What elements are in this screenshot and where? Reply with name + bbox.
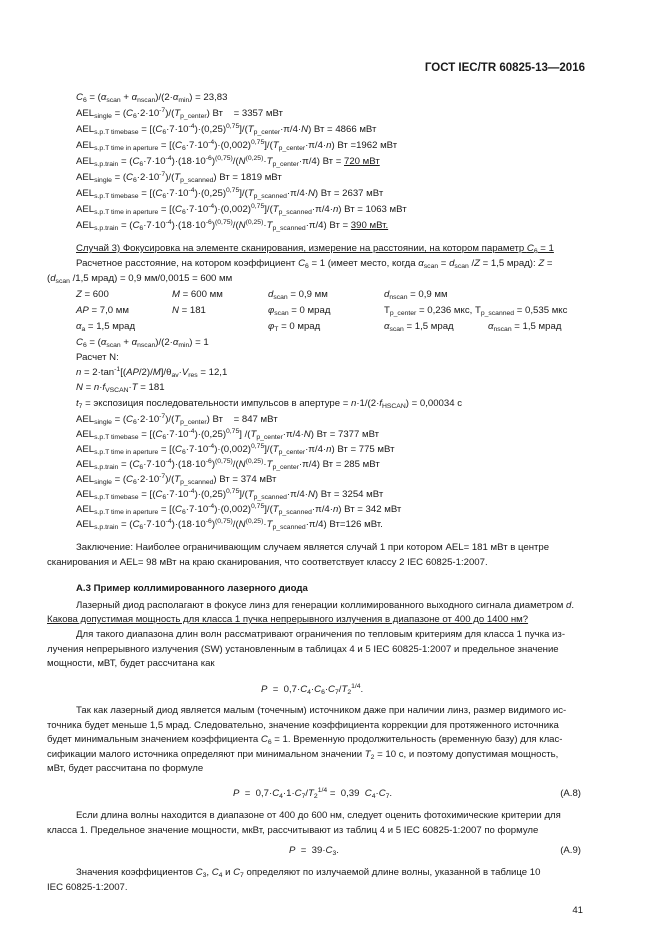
doc-header: ГОСТ IEC/TR 60825-13—2016 bbox=[424, 62, 585, 74]
case3-c6: $C_6 = (\alpha_{scan} + \alpha_{nscan})/(2\cdot\alpha_{min}) = 1$ bbox=[76, 337, 209, 349]
calc1-line-3: $AEL_{s.p.T timebase} = [(C_6\cdot 7\cdot 10^{-4})\cdot(0,25)^{0,75}]/(T_{p\_center}\cdot\pi/4\cdot N)$ Вт = 4866 мВт bbox=[76, 123, 377, 136]
case3-calc-7: $AEL_{s.p.T time in aperture} = [(C_6\cdot 7\cdot 10^{-4})\cdot(0,002)^{0,75}]/(T_{p\_scanned}\cdot\pi/4\cdot n)$ Вт = 342 мВт bbox=[76, 503, 402, 516]
a3-p2-line-1: Для такого диапазона длин волн рассматривают ограничения по тепловым критериям для класса 1 пучка из- bbox=[76, 629, 566, 640]
param-z: Z = 600 bbox=[76, 289, 109, 300]
equation-2-number: (A.8) bbox=[560, 788, 581, 799]
equation-3-number: (A.9) bbox=[560, 845, 581, 856]
calc-n-label: Расчет N: bbox=[76, 352, 119, 363]
a3-p1-line-2: Какова допустимая мощность для класса 1 пучка непрерывного излучения в диапазоне от 400 до 1400 нм? bbox=[47, 614, 529, 625]
case3-distance-line2: ($d_{scan}$ /1,5 мрад) = 0,9 мм/0,0015 = 600 мм bbox=[47, 273, 233, 285]
case3-distance-line1: Расчетное расстояние, на котором коэффициент $C_6 = 1$ (имеет место, когда $\alpha_{scan} = d_{scan}$ /Z = 1,5 мрад): Z = bbox=[76, 258, 553, 270]
param-m: M = 600 мм bbox=[172, 289, 223, 300]
n-formula: $n = 2\cdot\tan^{-1}[(AP/2)/M]/\theta_{av}\cdot V_{res} = 12,1$ bbox=[76, 366, 228, 379]
a3-p5-line-1: Значения коэффициентов $C_3$, $C_4$ и $C_7$ определяют по излучаемой длине волны, указанной в таблице 10 bbox=[76, 867, 541, 879]
a3-p4-line-2: класса 1. Предельное значение мощности, мкВт, рассчитывают из таблиц 4 и 5 IEC 60825-1:2007 по формуле bbox=[47, 825, 539, 836]
calc1-line-6: $AEL_{single} = (C_6\cdot 2\cdot 10^{-7})/(T_{p\_scanned})$ Вт = 1819 мВт bbox=[76, 171, 282, 184]
calc1-line-9: $AEL_{s.p.train} = (C_6\cdot 7\cdot 10^{-4})\cdot(18\cdot 10^{-6})^{(0,75)}/(N^{(0,25)}\cdot T_{p\_scanned}\cdot\pi/4)$ Вт = 390 мВт. bbox=[76, 219, 389, 232]
N-formula: $N = n\cdot f_{VSCAN}\cdot T = 181$ bbox=[76, 382, 165, 394]
a3-p3-line-1: Так как лазерный диод является малым (точечным) источником даже при наличии линз, размер видимого ис- bbox=[76, 705, 567, 716]
case3-calc-3: $AEL_{s.p.T time in aperture} = [(C_6\cdot 7\cdot 10^{-4})\cdot(0,002)^{0,75}]/(T_{p\_center}\cdot\pi/4\cdot n)$ Вт = 775 мВт bbox=[76, 443, 395, 456]
page-number: 41 bbox=[572, 905, 583, 916]
param-alpha-a: $\alpha_a = 1,5$ мрад bbox=[76, 321, 136, 333]
calc1-line-8: $AEL_{s.p.T time in aperture} = [(C_6\cdot 7\cdot 10^{-4})\cdot(0,002)^{0,75}]/(T_{p\_scanned}\cdot\pi/4\cdot n)$ Вт = 1063 мВт bbox=[76, 203, 407, 216]
case3-calc-4: $AEL_{s.p.train} = (C_6\cdot 7\cdot 10^{-4})\cdot(18\cdot 10^{-6})^{(0,75)}/(N^{(0,25)}\cdot T_{p\_center}\cdot\pi/4)$ Вт = 285 мВт bbox=[76, 458, 380, 471]
calc1-line-7: $AEL_{s.p.T timebase} = [(C_6\cdot 7\cdot 10^{-4})\cdot(0,25)^{0,75}]/(T_{p\_scanned}\cdot\pi/4\cdot N)$ Вт = 2637 мВт bbox=[76, 187, 384, 200]
a3-p3-line-4: сификации малого источника определяют при минимальном значении $T_2 = 10$ с, и поэтому допустимая мощность, bbox=[47, 749, 559, 761]
equation-2: $P = 0,7\cdot C_4\cdot 1\cdot C_7/T_2^{1/4} = 0,39$ $C_4\cdot C_7$. bbox=[233, 787, 393, 800]
calc1-line-2: $AEL_{single} = (C_6\cdot 2\cdot 10^{-7})/(T_{p\_center})$ Вт = 3357 мВт bbox=[76, 107, 283, 120]
calc1-line-4: $AEL_{s.p.T time in aperture} = [(C_6\cdot 7\cdot 10^{-4})\cdot(0,002)^{0,75}]/(T_{p\_center}\cdot\pi/4\cdot n)$ Вт =1962 мВт bbox=[76, 139, 398, 152]
case3-calc-5: $AEL_{single} = (C_6\cdot 2\cdot 10^{-7})/(T_{p\_scanned})$ Вт = 374 мВт bbox=[76, 473, 277, 486]
param-dnscan: $d_{nscan} = 0,9$ мм bbox=[384, 289, 448, 301]
case3-calc-1: $AEL_{single} = (C_6\cdot 2\cdot 10^{-7})/(T_{p\_center})$ Вт = 847 мВт bbox=[76, 413, 278, 426]
case3-title: Случай 3) Фокусировка на элементе сканирования, измерение на расстоянии, на котором параметр $C_6 = 1$ bbox=[76, 243, 554, 255]
conclusion-line-2: сканирования и AEL= 98 мВт на краю сканирования, что соответствует классу 2 IEC 60825-1:2007. bbox=[47, 557, 488, 568]
param-n: N = 181 bbox=[172, 305, 206, 316]
a3-p3-line-5: мВт, будет рассчитана по формуле bbox=[47, 763, 204, 774]
param-phiscan: $\varphi_{scan} = 0$ мрад bbox=[268, 305, 331, 317]
a3-p4-line-1: Если длина волны находится в диапазоне от 400 до 600 нм, следует оценить фотохимические критерии для bbox=[76, 810, 561, 821]
case3-calc-8: $AEL_{s.p.train} = (C_6\cdot 7\cdot 10^{-4})\cdot(18\cdot 10^{-6})^{(0,75)}/(N^{(0,25)}\cdot T_{p\_scanned}\cdot\pi/4)$ Вт=126 мВт. bbox=[76, 518, 383, 531]
param-phit: $\varphi_T = 0$ мрад bbox=[268, 321, 321, 333]
a3-p1-line-1: Лазерный диод располагают в фокусе линз для генерации коллимированного выходного сигнала диаметром d. bbox=[76, 600, 575, 611]
param-ap: AP = 7,0 мм bbox=[76, 305, 129, 316]
case3-calc-6: $AEL_{s.p.T timebase} = [(C_6\cdot 7\cdot 10^{-4})\cdot(0,25)^{0,75}]/(T_{p\_scanned}\cdot\pi/4\cdot N)$ Вт = 3254 мВт bbox=[76, 488, 384, 501]
calc1-line-1: $C_6 = (\alpha_{scan} + \alpha_{nscan})/(2\cdot\alpha_{min}) = 23,83$ bbox=[76, 92, 228, 104]
a3-p3-line-2: точника будет меньше 1,5 мрад. Следовательно, значение коэффициента коррекции для протяженного источника bbox=[47, 720, 559, 731]
a3-p3-line-3: будет минимальным значением коэффициента $C_6 = 1$. Временную продолжительность (временную базу) для клас- bbox=[47, 734, 563, 746]
equation-3: $P = 39\cdot C_3$. bbox=[289, 845, 339, 857]
param-alpha-scan: $\alpha_{scan} = 1,5$ мрад bbox=[384, 321, 454, 333]
calc1-line-5: $AEL_{s.p.train} = (C_6\cdot 7\cdot 10^{-4})\cdot(18\cdot 10^{-6})^{(0,75)}/(N^{(0,25)}\cdot T_{p\_center}\cdot\pi/4)$ Вт = 720 мВт bbox=[76, 155, 380, 168]
conclusion-line-1: Заключение: Наиболее ограничивающим случаем является случай 1 при котором AEL= 181 мВт в центре bbox=[76, 542, 550, 553]
section-a3-title: A.3 Пример коллимированного лазерного диода bbox=[76, 583, 308, 594]
a3-p2-line-2: лучения непрерывного излучения (SW) установленным в таблицах 4 и 5 IEC 60825-1:2007 и предельное значение bbox=[47, 644, 559, 655]
param-dscan: $d_{scan} = 0,9$ мм bbox=[268, 289, 328, 301]
case3-calc-2: $AEL_{s.p.T timebase} = [(C_6\cdot 7\cdot 10^{-4})\cdot(0,25)^{0,75}]$ $/(T_{p\_center}\cdot\pi/4\cdot N)$ Вт = 7377 мВт bbox=[76, 428, 380, 441]
param-tp: $T_{p\_center} = 0,236$ мкс, $T_{p\_scanned} = 0,535$ мкс bbox=[384, 305, 568, 317]
equation-1: $P = 0,7\cdot C_4\cdot C_6\cdot C_7/T_2^{1/4}$. bbox=[261, 683, 364, 696]
a3-p5-line-2: IEC 60825-1:2007. bbox=[47, 882, 128, 893]
t7-formula: $t_7$ = экспозиция последовательности импульсов в апертуре = $n\cdot 1/(2\cdot f_{HSCAN}) = 0,00034$ с bbox=[76, 398, 463, 410]
a3-p2-line-3: мощности, мВТ, будет рассчитана как bbox=[47, 658, 215, 669]
param-alpha-nscan: $\alpha_{nscan} = 1,5$ мрад bbox=[488, 321, 562, 333]
